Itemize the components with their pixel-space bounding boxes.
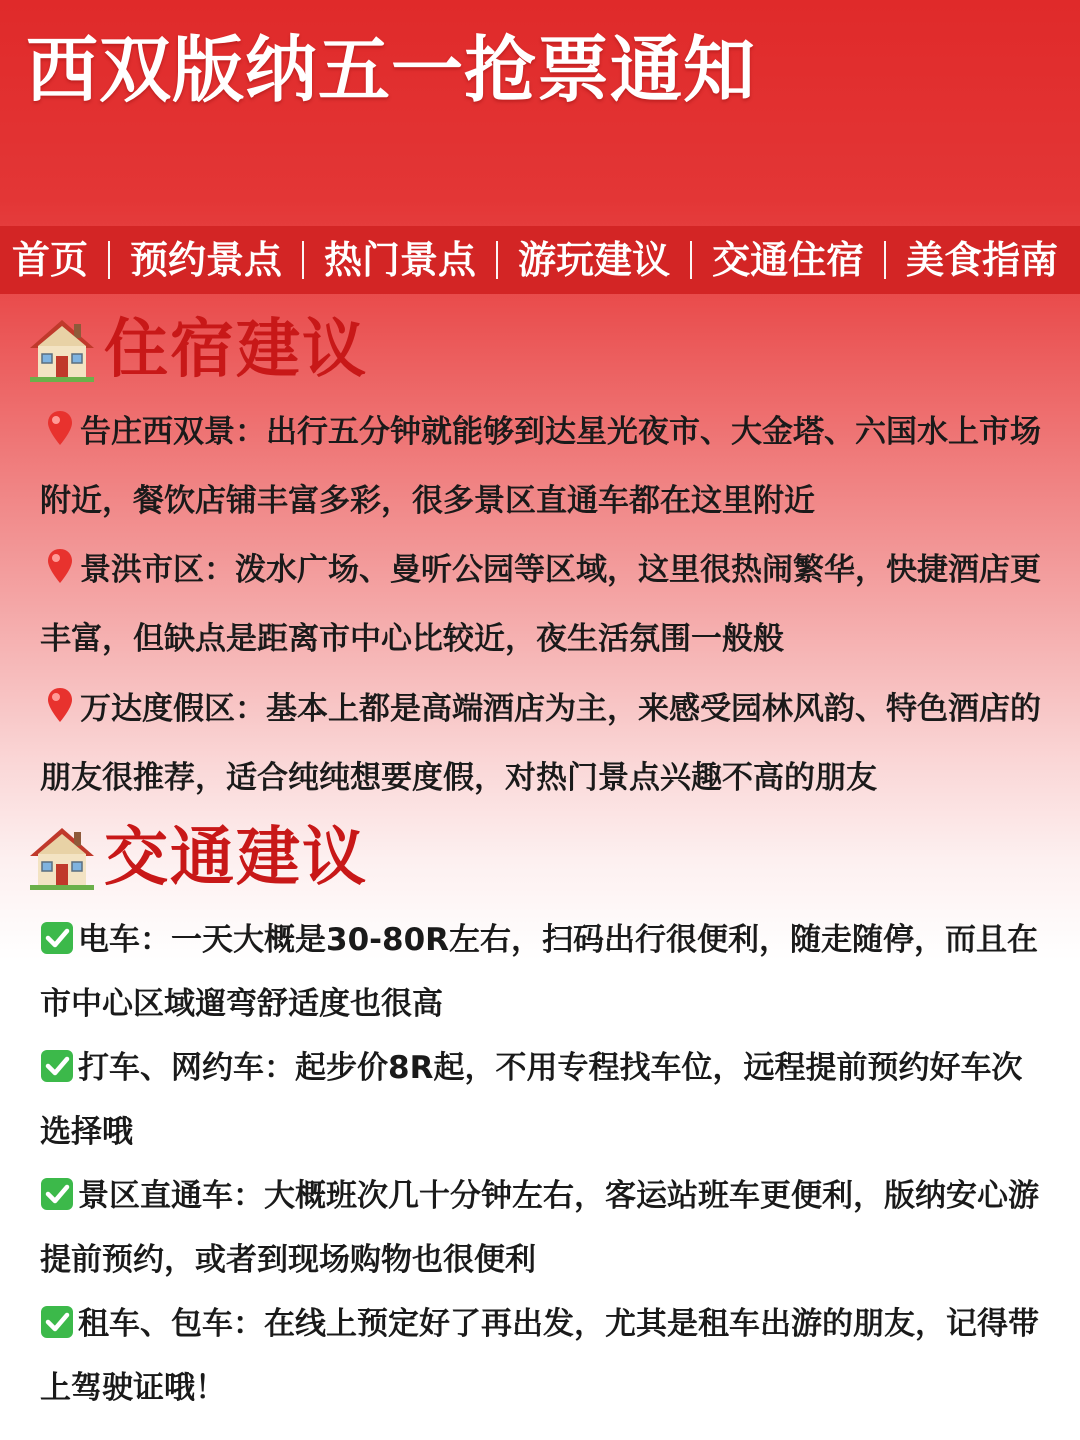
hotel-item bbox=[40, 536, 1050, 674]
transport-item-text: 电车：一天大概是30-80R左右，扫码出行很便利，随走随停，而且在市中心区域遛弯舒适度也很高 bbox=[40, 922, 1039, 1022]
transport-section-title: 交通建议 bbox=[104, 821, 368, 895]
page-title: 西双版纳五一抢票通知 bbox=[26, 28, 757, 112]
transport-item-text: 打车、网约车：起步价8R起，不用专程找车位，远程提前预约好车次选择哦 bbox=[40, 1050, 1023, 1150]
nav-item-reserve-attractions[interactable]: 预约景点 bbox=[130, 238, 283, 282]
transport-item bbox=[40, 1292, 1050, 1420]
hotel-section-heading bbox=[26, 314, 368, 386]
check-icon bbox=[40, 1305, 74, 1339]
pin-icon bbox=[46, 687, 74, 723]
transport-section-heading bbox=[26, 822, 368, 894]
nav-divider bbox=[108, 241, 110, 279]
nav-item-home[interactable]: 首页 bbox=[12, 238, 89, 282]
transport-item bbox=[40, 1164, 1050, 1292]
nav-item-transport-lodging[interactable]: 交通住宿 bbox=[712, 238, 865, 282]
check-icon bbox=[40, 921, 74, 955]
nav-bar bbox=[0, 226, 1080, 294]
nav-divider bbox=[884, 241, 886, 279]
hotel-item-text: 告庄西双景：出行五分钟就能够到达星光夜市、大金塔、六国水上市场附近，餐饮店铺丰富多彩，很多景区直通车都在这里附近 bbox=[40, 414, 1041, 519]
hotel-item bbox=[40, 398, 1050, 536]
transport-item bbox=[40, 1036, 1050, 1164]
hotel-section-title: 住宿建议 bbox=[104, 313, 368, 387]
nav-item-food-guide[interactable]: 美食指南 bbox=[906, 238, 1059, 282]
check-icon bbox=[40, 1049, 74, 1083]
house-icon bbox=[26, 822, 98, 894]
pin-icon bbox=[46, 548, 74, 584]
transport-item-text: 景区直通车：大概班次几十分钟左右，客运站班车更便利，版纳安心游提前预约，或者到现场购物也很便利 bbox=[40, 1178, 1039, 1278]
house-icon bbox=[26, 314, 98, 386]
nav-divider bbox=[690, 241, 692, 279]
hotel-item-text: 景洪市区：泼水广场、曼听公园等区域，这里很热闹繁华，快捷酒店更丰富，但缺点是距离市中心比较近，夜生活氛围一般般 bbox=[40, 552, 1041, 657]
pin-icon bbox=[46, 410, 74, 446]
hotel-item-text: 万达度假区：基本上都是高端酒店为主，来感受园林风韵、特色酒店的朋友很推荐，适合纯纯想要度假，对热门景点兴趣不高的朋友 bbox=[40, 691, 1041, 796]
nav-divider bbox=[496, 241, 498, 279]
nav-divider bbox=[302, 241, 304, 279]
transport-item-text: 租车、包车：在线上预定好了再出发，尤其是租车出游的朋友，记得带上驾驶证哦！ bbox=[40, 1306, 1039, 1406]
hotel-item bbox=[40, 675, 1050, 813]
nav-item-travel-tips[interactable]: 游玩建议 bbox=[518, 238, 671, 282]
check-icon bbox=[40, 1177, 74, 1211]
transport-item bbox=[40, 908, 1050, 1036]
nav-item-hot-attractions[interactable]: 热门景点 bbox=[324, 238, 477, 282]
